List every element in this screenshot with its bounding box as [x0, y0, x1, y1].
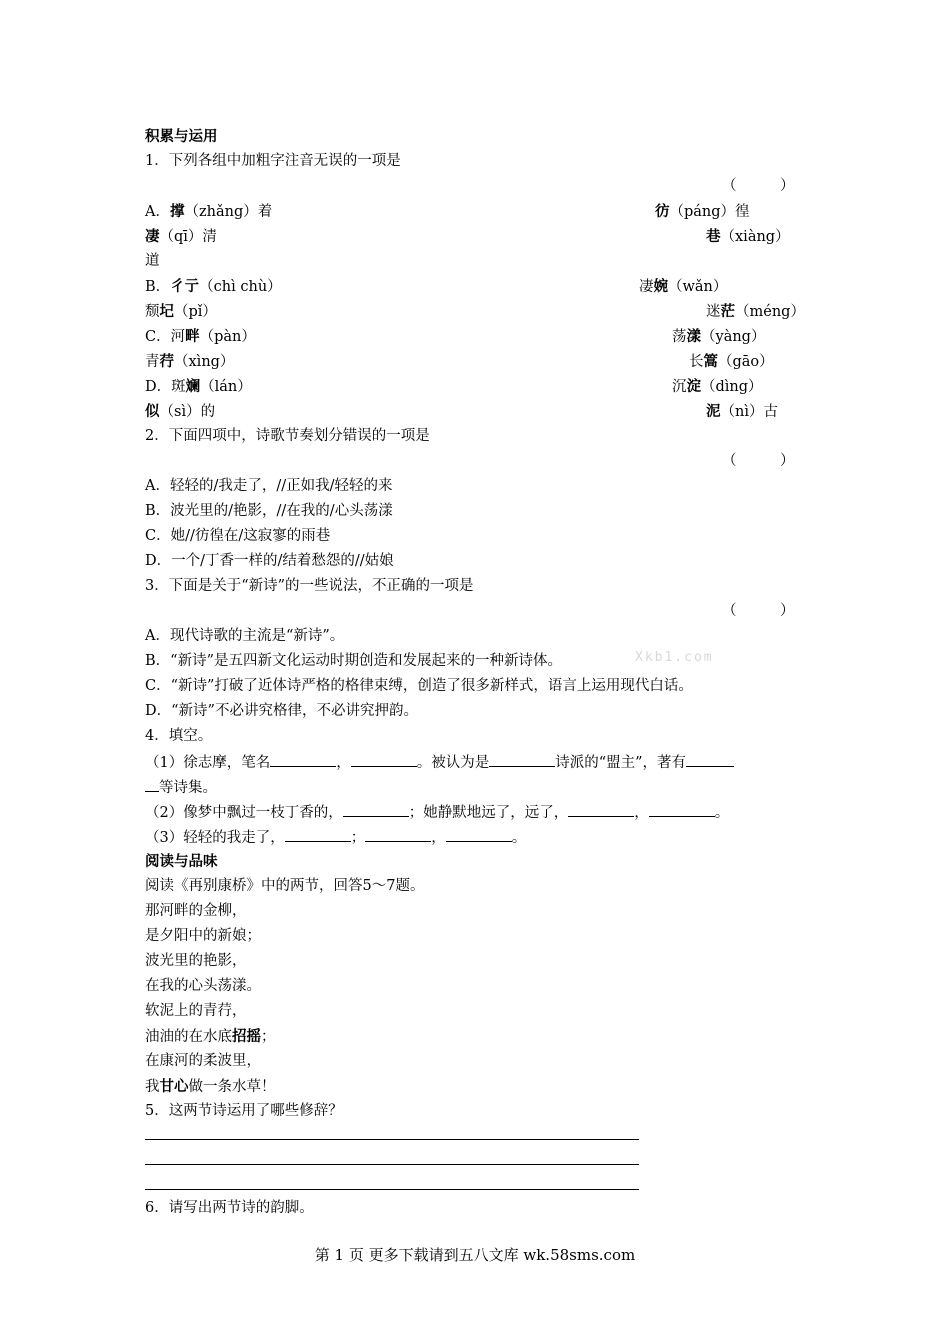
question-4-stem: 4．填空。 [145, 728, 213, 744]
fill-blank[interactable] [568, 799, 634, 817]
fill-blank[interactable] [446, 824, 512, 842]
q1-option-d-4: 泥（nì）古 [706, 403, 778, 420]
q1-option-a-3: 凄（qī）清 [145, 228, 217, 245]
poem-line: 在康河的柔波里， [145, 1053, 261, 1069]
q2-option-b: B．波光里的/艳影，//在我的/心头荡漾 [145, 503, 393, 519]
answer-line[interactable] [145, 1189, 639, 1190]
q1-option-b-3: 颓圮（pǐ） [145, 303, 217, 320]
q1-option-d-1: D．斑斓（lán） [145, 378, 252, 395]
q1-option-b-1: B．彳亍（chì chù） [145, 278, 282, 295]
question-5: 5．这两节诗运用了哪些修辞？ [145, 1103, 343, 1119]
q4-line-3: （2）像梦中飘过一枝丁香的， ；她静默地远了，远了， ， 。 [145, 799, 729, 824]
q2-option-d: D．一个/丁香一样的/结着愁怨的//姑娘 [145, 553, 394, 569]
poem-line: 是夕阳中的新娘； [145, 928, 261, 944]
q3-option-d: D．“新诗”不必讲究格律，不必讲究押韵。 [145, 703, 418, 719]
answer-line[interactable] [145, 1139, 639, 1140]
q1-option-c-1: C．河畔（pàn） [145, 328, 256, 345]
poem-line: 油油的在水底招摇； [145, 1028, 276, 1045]
question-1-stem: 1．下列各组中加粗字注音无误的一项是 [145, 153, 401, 169]
reading-intro: 阅读《再别康桥》中的两节，回答5～7题。 [145, 878, 425, 894]
q1-option-a-2: 彷（páng）徨 [655, 203, 750, 220]
fill-blank[interactable] [649, 799, 715, 817]
watermark: Xkb1.com [635, 650, 714, 665]
question-3-stem: 3．下面是关于“新诗”的一些说法，不正确的一项是 [145, 578, 474, 594]
q1-option-a-5: 道 [145, 253, 160, 269]
section-title-accumulation: 积累与运用 [145, 128, 218, 145]
poem-line: 波光里的艳影， [145, 953, 247, 969]
q4-line-2: 等诗集。 [145, 774, 217, 799]
fill-blank[interactable] [351, 749, 417, 767]
poem-line: 那河畔的金柳， [145, 903, 247, 919]
q1-option-b-2: 凄婉（wǎn） [639, 278, 728, 295]
q1-option-a-4: 巷（xiàng） [706, 228, 790, 245]
question-6: 6．请写出两节诗的韵脚。 [145, 1200, 314, 1216]
section-title-reading: 阅读与品味 [145, 853, 218, 870]
fill-blank[interactable] [343, 799, 409, 817]
q2-option-c: C．她//彷徨在/这寂寥的雨巷 [145, 528, 331, 544]
q3-option-b: B．“新诗”是五四新文化运动时期创造和发展起来的一种新诗体。 [145, 653, 562, 669]
q1-option-d-3: 似（sì）的 [145, 403, 216, 420]
question-2-stem: 2．下面四项中，诗歌节奏划分错误的一项是 [145, 428, 430, 444]
question-2-answer-paren: （ ） [722, 453, 795, 469]
q1-option-a-1: A．撑（zhǎng）着 [145, 203, 273, 220]
q1-option-c-3: 青荇（xìng） [145, 353, 235, 370]
q1-option-d-2: 沉淀（dìng） [672, 378, 763, 395]
fill-blank[interactable] [270, 749, 336, 767]
q3-option-a: A．现代诗歌的主流是“新诗”。 [145, 628, 345, 644]
q1-option-c-2: 荡漾（yàng） [672, 328, 766, 345]
answer-line[interactable] [145, 1164, 639, 1165]
poem-line: 在我的心头荡漾。 [145, 978, 261, 994]
fill-blank[interactable] [285, 824, 351, 842]
fill-blank[interactable] [145, 774, 159, 792]
q4-line-4: （3）轻轻的我走了， ； ， 。 [145, 824, 526, 849]
poem-line: 软泥上的青荇， [145, 1003, 247, 1019]
poem-line: 我甘心做一条水草！ [145, 1078, 276, 1095]
fill-blank[interactable] [365, 824, 431, 842]
q1-option-b-4: 迷茫（méng） [706, 303, 805, 320]
question-1-answer-paren: （ ） [722, 178, 795, 194]
fill-blank[interactable] [489, 749, 555, 767]
q3-option-c: C．“新诗”打破了近体诗严格的格律束缚，创造了很多新样式，语言上运用现代白话。 [145, 678, 693, 694]
page-footer: 第 1 页 更多下载请到五八文库 wk.58sms.com [314, 1246, 636, 1264]
q1-option-c-4: 长篙（gāo） [689, 353, 774, 370]
fill-blank[interactable] [686, 749, 734, 767]
q2-option-a: A．轻轻的/我走了，//正如我/轻轻的来 [145, 478, 393, 494]
question-3-answer-paren: （ ） [722, 603, 795, 619]
q4-line-1: （1）徐志摩，笔名 ， 。被认为是 诗派的“盟主”，著有 [145, 749, 734, 774]
